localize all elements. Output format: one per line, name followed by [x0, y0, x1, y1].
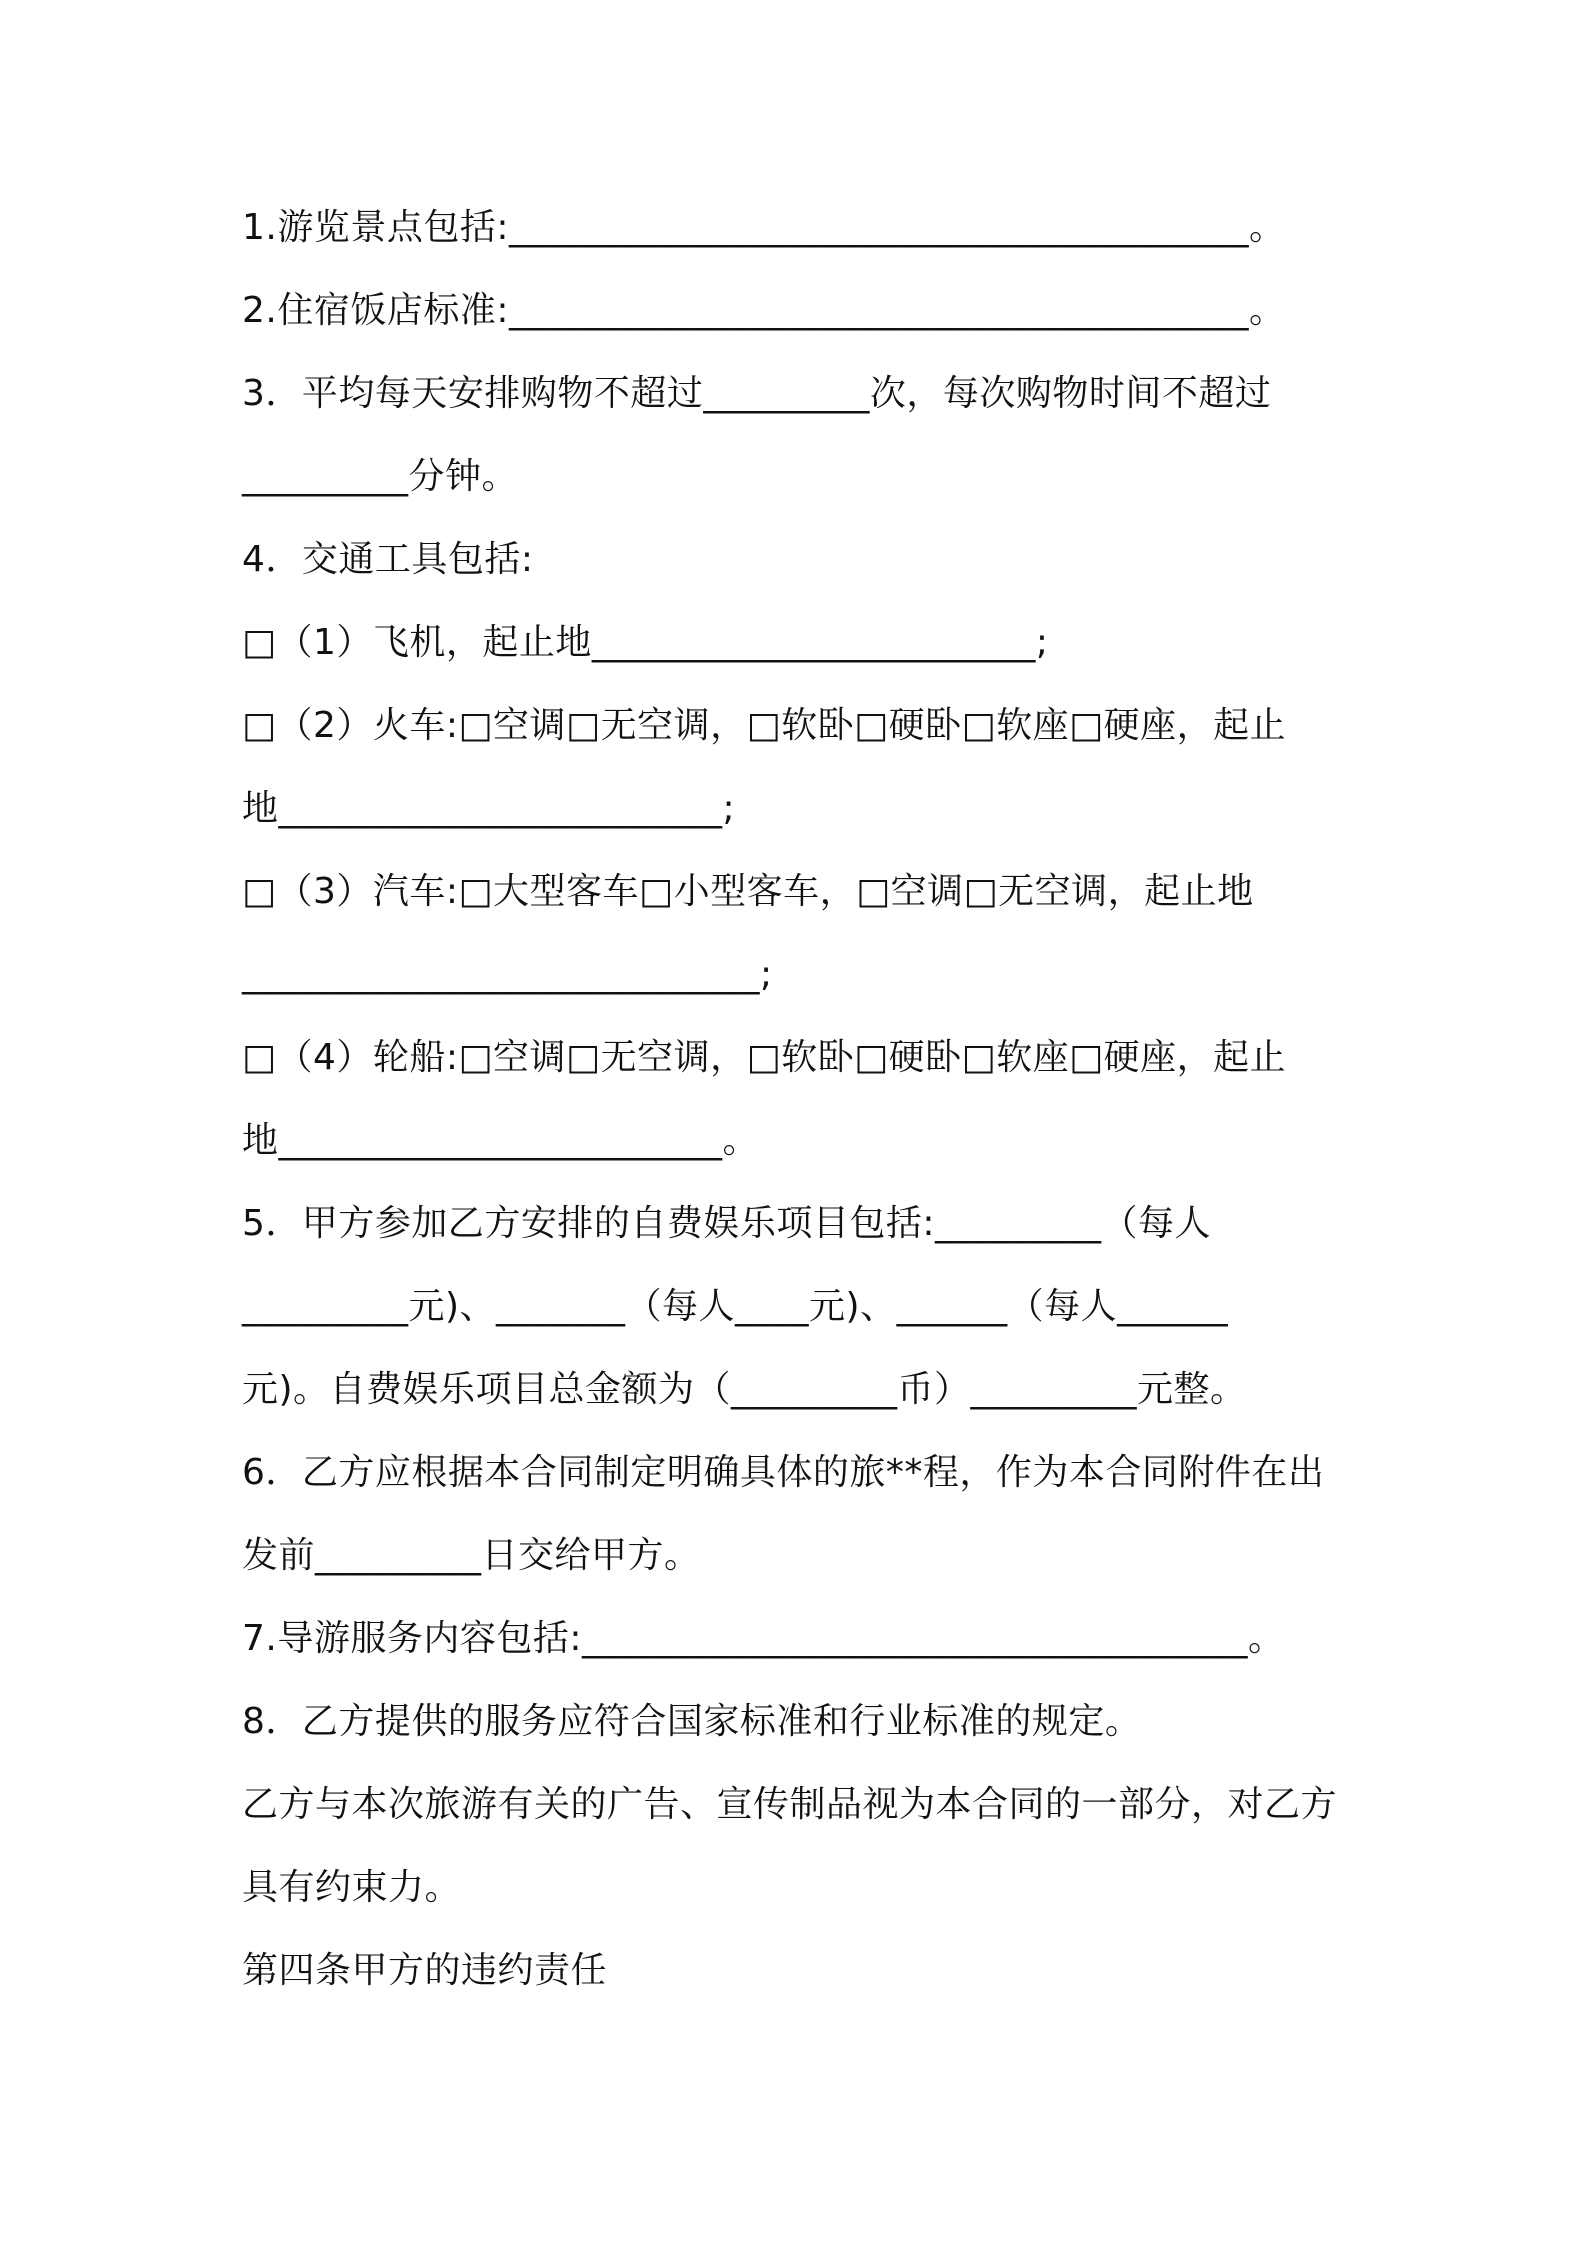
- clause-1-sights: 1.游览景点包括:________________________________________。: [242, 207, 1286, 248]
- clause-3-shopping-line2: _________分钟。: [242, 456, 519, 497]
- transport-option-train-line1: □（2）火车:□空调□无空调，□软卧□硬卧□软座□硬座，起止: [242, 705, 1287, 746]
- clause-5-entertainment-line2: _________元)、_______（每人____元)、______（每人______: [242, 1286, 1229, 1327]
- clause-6-itinerary-line1: 6．乙方应根据本合同制定明确具体的旅**程，作为本合同附件在出: [242, 1452, 1325, 1493]
- article-4-heading: 第四条甲方的违约责任: [242, 1950, 608, 1991]
- clause-7-guide-service: 7.导游服务内容包括:____________________________________。: [242, 1618, 1285, 1659]
- clause-6-itinerary-line2: 发前_________日交给甲方。: [242, 1535, 701, 1576]
- clause-8-standards: 8．乙方提供的服务应符合国家标准和行业标准的规定。: [242, 1701, 1142, 1742]
- clause-4-transport-heading: 4．交通工具包括:: [242, 539, 534, 580]
- transport-option-train-line2: 地________________________;: [242, 788, 736, 829]
- clause-3-shopping-line1: 3．平均每天安排购物不超过_________次，每次购物时间不超过: [242, 373, 1272, 414]
- advertising-clause-line1: 乙方与本次旅游有关的广告、宣传制品视为本合同的一部分，对乙方: [242, 1784, 1338, 1825]
- transport-option-bus-line1: □（3）汽车:□大型客车□小型客车，□空调□无空调，起止地: [242, 871, 1254, 912]
- clause-2-hotel: 2.住宿饭店标准:________________________________________。: [242, 290, 1286, 331]
- clause-5-entertainment-line1: 5．甲方参加乙方安排的自费娱乐项目包括:_________（每人: [242, 1203, 1212, 1244]
- clause-5-entertainment-line3: 元)。自费娱乐项目总金额为（_________币）_________元整。: [242, 1369, 1247, 1410]
- transport-option-ship-line2: 地________________________。: [242, 1120, 759, 1161]
- advertising-clause-line2: 具有约束力。: [242, 1867, 462, 1908]
- transport-option-ship-line1: □（4）轮船:□空调□无空调，□软卧□硬卧□软座□硬座，起止: [242, 1037, 1287, 1078]
- transport-option-bus-line2: ____________________________;: [242, 954, 773, 995]
- transport-option-plane: □（1）飞机，起止地________________________;: [242, 622, 1049, 663]
